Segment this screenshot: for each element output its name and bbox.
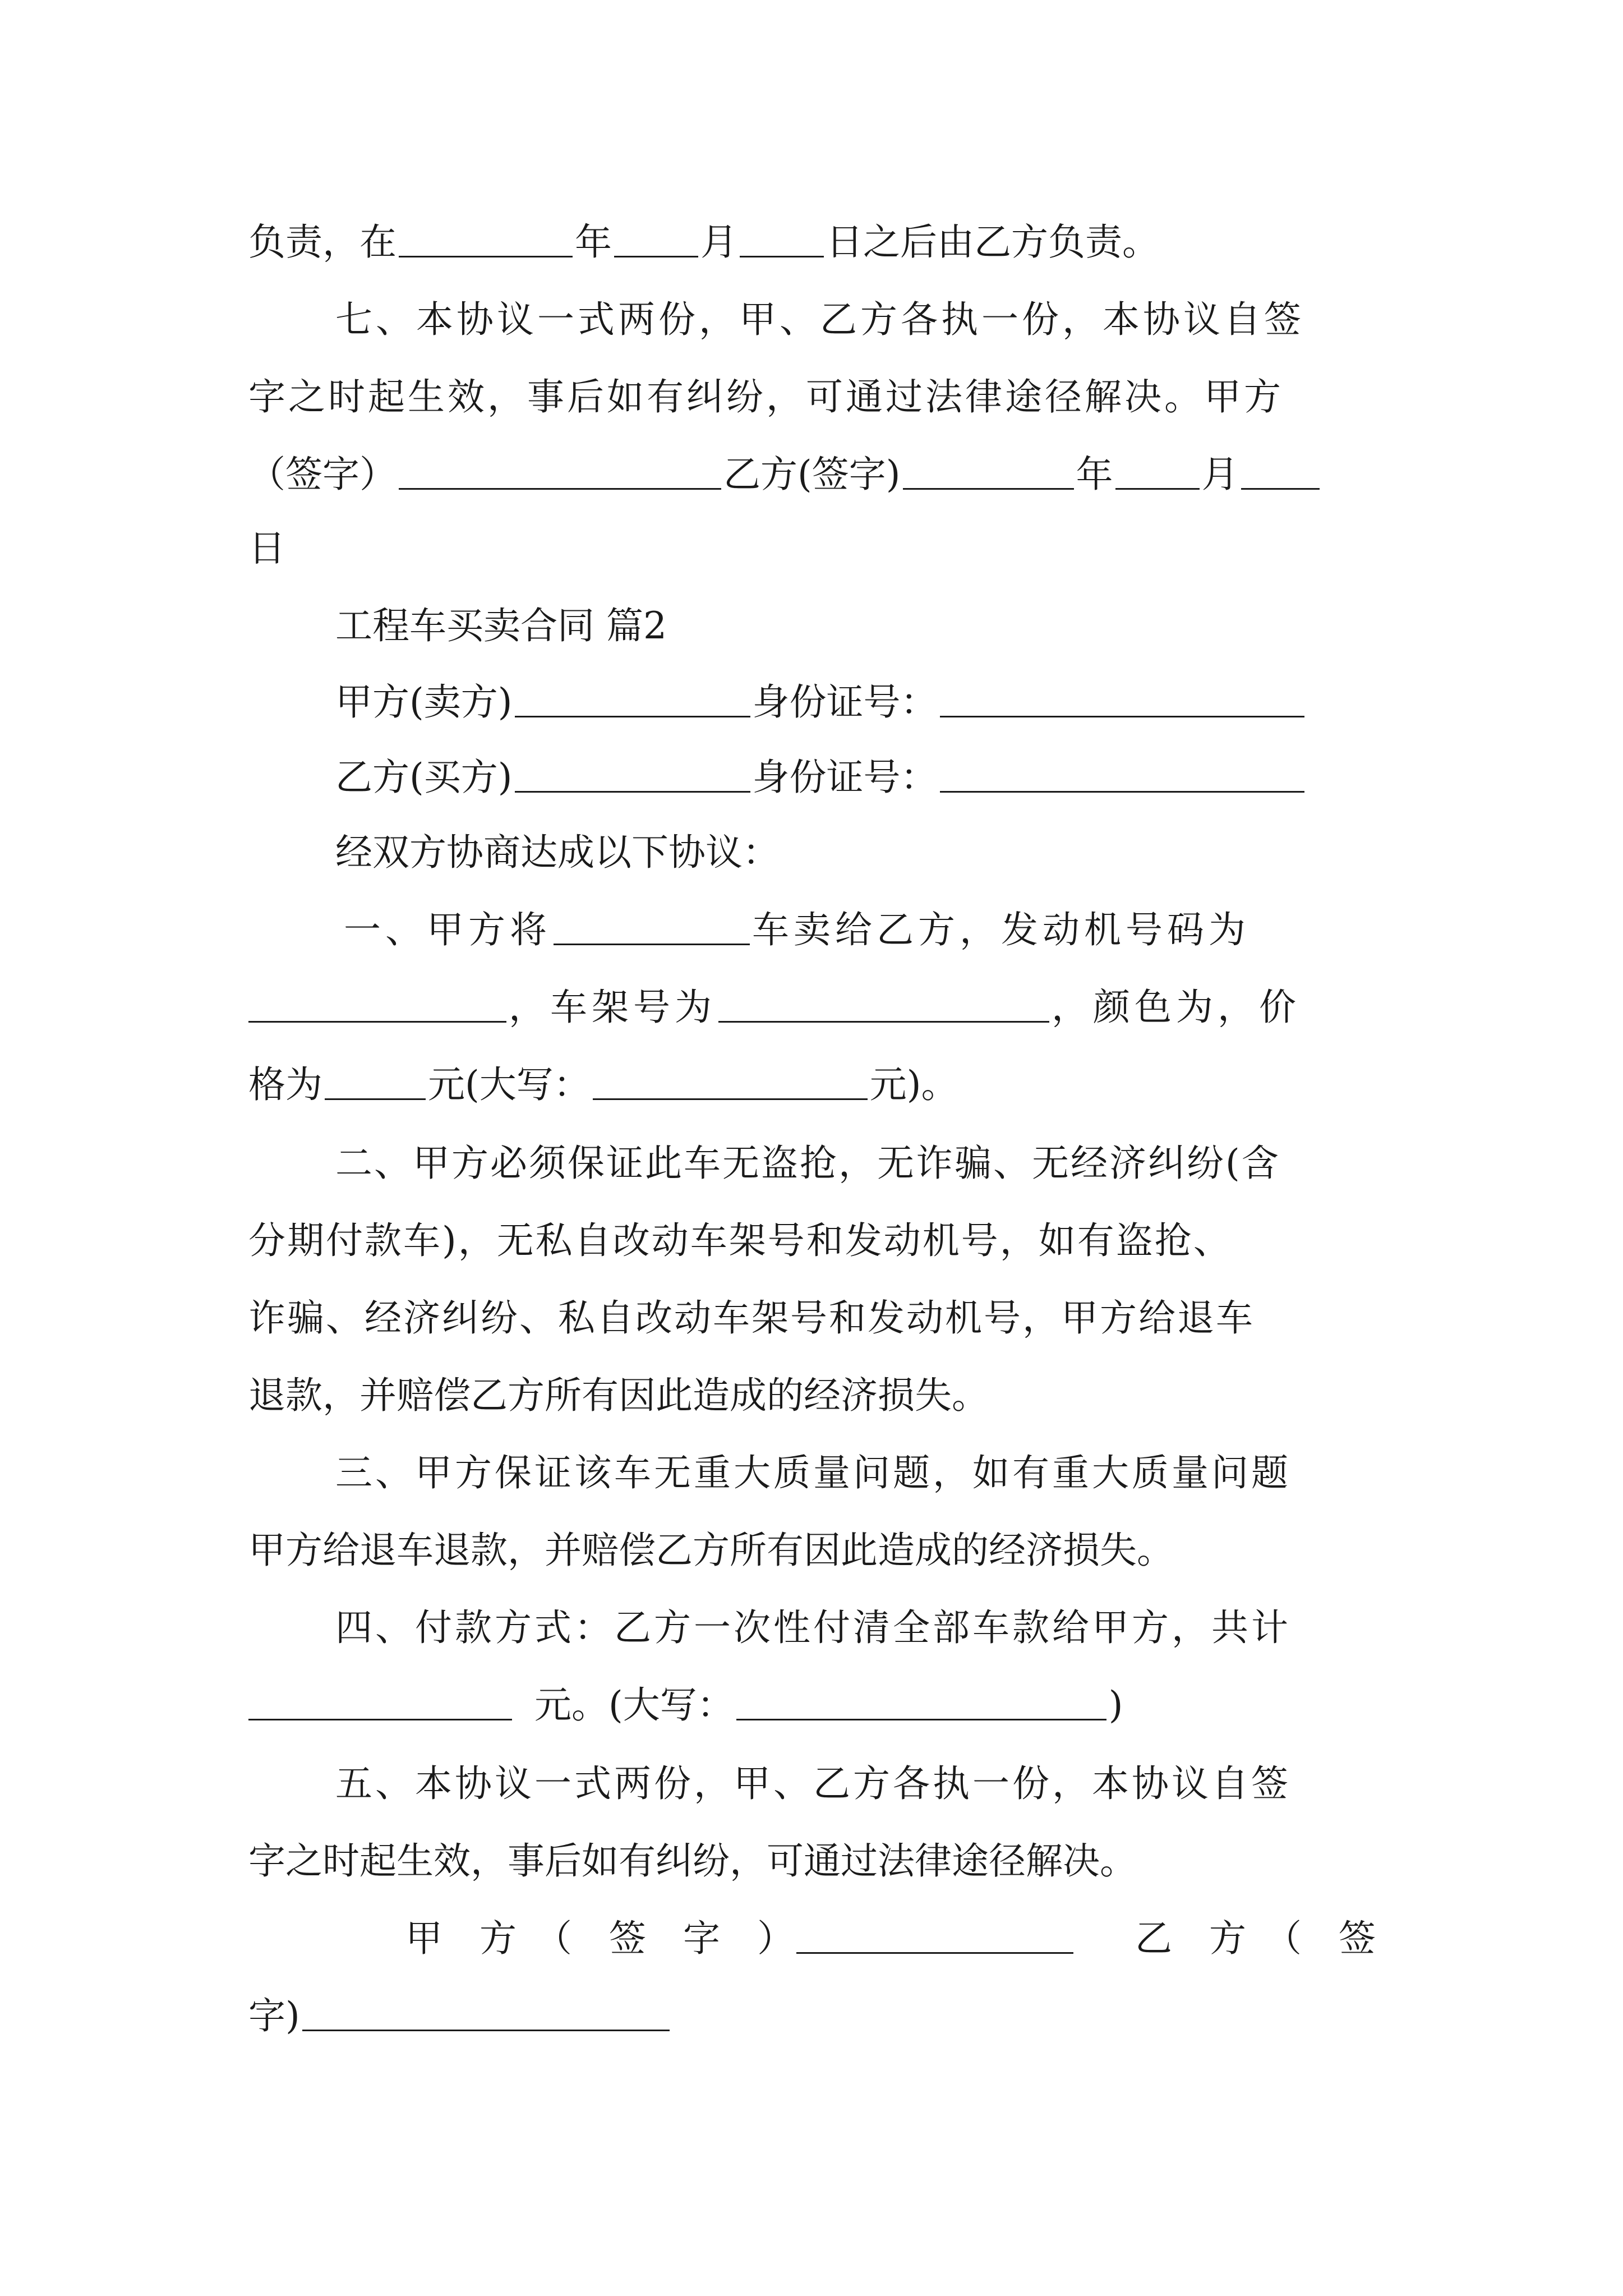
text-line [248,443,1376,506]
text-line [248,1907,1376,1970]
party-a-label: 甲方(卖方) [335,680,513,724]
text-segment: ，颜色为，价 [1052,986,1301,1029]
text-line [248,976,1376,1039]
paragraph-text: 二、甲方必须保证此车无盗抢，无诈骗、无经济纠纷(含 [335,1142,1280,1185]
text-line [248,1364,1376,1427]
blank-field-party-a-name [515,683,750,717]
blank-field-engine-number [248,988,506,1023]
text-line [248,517,1376,580]
text-line [248,1985,1376,2047]
text-segment: ) [1108,1683,1123,1727]
text-line [248,1519,1376,1582]
text-line [248,288,1376,351]
blank-field-price-uppercase [593,1066,868,1100]
paragraph-text: 日 [248,527,285,570]
text-segment: 元。(大写： [534,1683,734,1727]
party-b-signature-label: 乙 方 （ 签 [1135,1917,1376,1960]
blank-field-party-a-signature [399,455,721,490]
text-segment: 一、甲方将 [344,908,551,951]
paragraph-text: 分期付款车)，无私自改动车架号和发动机号，如有盗抢、 [248,1219,1232,1262]
section-title [248,595,1376,657]
blank-field-vehicle [554,911,750,945]
paragraph-text: 诈骗、经济纠纷、私自改动车架号和发动机号，甲方给退车 [248,1296,1255,1340]
text-line [248,366,1376,429]
paragraph-text: 五、本协议一式两份，甲、乙方各执一份，本协议自签 [335,1762,1291,1805]
paragraph-text: 四、付款方式：乙方一次性付清全部车款给甲方，共计 [335,1606,1291,1649]
text-line [248,1287,1376,1350]
blank-field-party-b-signature [302,1997,670,2031]
text-line [248,1596,1376,1659]
text-segment: （签字） [248,453,396,496]
text-segment: 乙方(签字) [723,453,901,496]
text-line [248,746,1376,809]
blank-field-party-b-name [515,758,750,793]
contract-title: 工程车买卖合同 篇2 [335,604,667,647]
text-segment: 年 [575,220,612,264]
text-segment: 元(大写： [428,1063,591,1106]
text-line [248,1209,1376,1272]
text-line [248,1442,1376,1504]
blank-field-total-amount [248,1686,512,1720]
text-line [248,821,1376,884]
blank-field-day [740,223,824,257]
id-number-label: 身份证号： [752,680,938,724]
blank-field-month [1115,455,1200,490]
blank-field-total-uppercase [736,1686,1106,1720]
text-segment: 年 [1076,453,1113,496]
text-segment: 格为 [248,1063,322,1106]
id-number-label: 身份证号： [752,756,938,799]
text-line [248,899,1376,961]
text-line [248,1674,1376,1737]
blank-field-party-b-id [940,758,1304,793]
text-line [248,211,1376,274]
paragraph-text: 甲方给退车退款，并赔偿乙方所有因此造成的经济损失。 [248,1529,1174,1572]
blank-field-year [399,223,573,257]
text-line [248,1752,1376,1815]
paragraph-text: 三、甲方保证该车无重大质量问题，如有重大质量问题 [335,1451,1291,1494]
text-line [248,1830,1376,1893]
blank-field-day [1241,455,1320,490]
text-line [248,1132,1376,1195]
paragraph-text: 字之时起生效，事后如有纠纷，可通过法律途径解决。 [248,1839,1137,1883]
blank-field-party-b-signature [903,455,1074,490]
text-segment: 月 [1201,453,1239,496]
paragraph-text: 七、本协议一式两份，甲、乙方各执一份，本协议自签 [335,298,1304,341]
text-segment: 月 [700,220,737,264]
text-segment: 车卖给乙方，发动机号码为 [752,908,1250,951]
blank-field-price [325,1066,426,1100]
text-segment: 元)。 [869,1063,958,1106]
paragraph-text: 字之时起生效，事后如有纠纷，可通过法律途径解决。甲方 [248,375,1284,418]
text-segment: 字) [248,1994,300,2037]
text-line [248,671,1376,734]
party-a-signature-label: 甲 方 （ 签 字 ） [405,1917,794,1960]
blank-field-frame-number [718,988,1049,1023]
text-segment: 负责，在 [248,220,396,264]
blank-field-party-a-id [940,683,1304,717]
blank-field-party-a-signature [796,1920,1073,1954]
paragraph-text: 退款，并赔偿乙方所有因此造成的经济损失。 [248,1374,989,1417]
text-segment: 日之后由乙方负责。 [826,220,1159,264]
paragraph-text: 经双方协商达成以下协议： [335,831,780,874]
blank-field-month [614,223,698,257]
text-line [248,1053,1376,1116]
text-segment: ，车架号为 [509,986,716,1029]
party-b-label: 乙方(买方) [335,756,513,799]
